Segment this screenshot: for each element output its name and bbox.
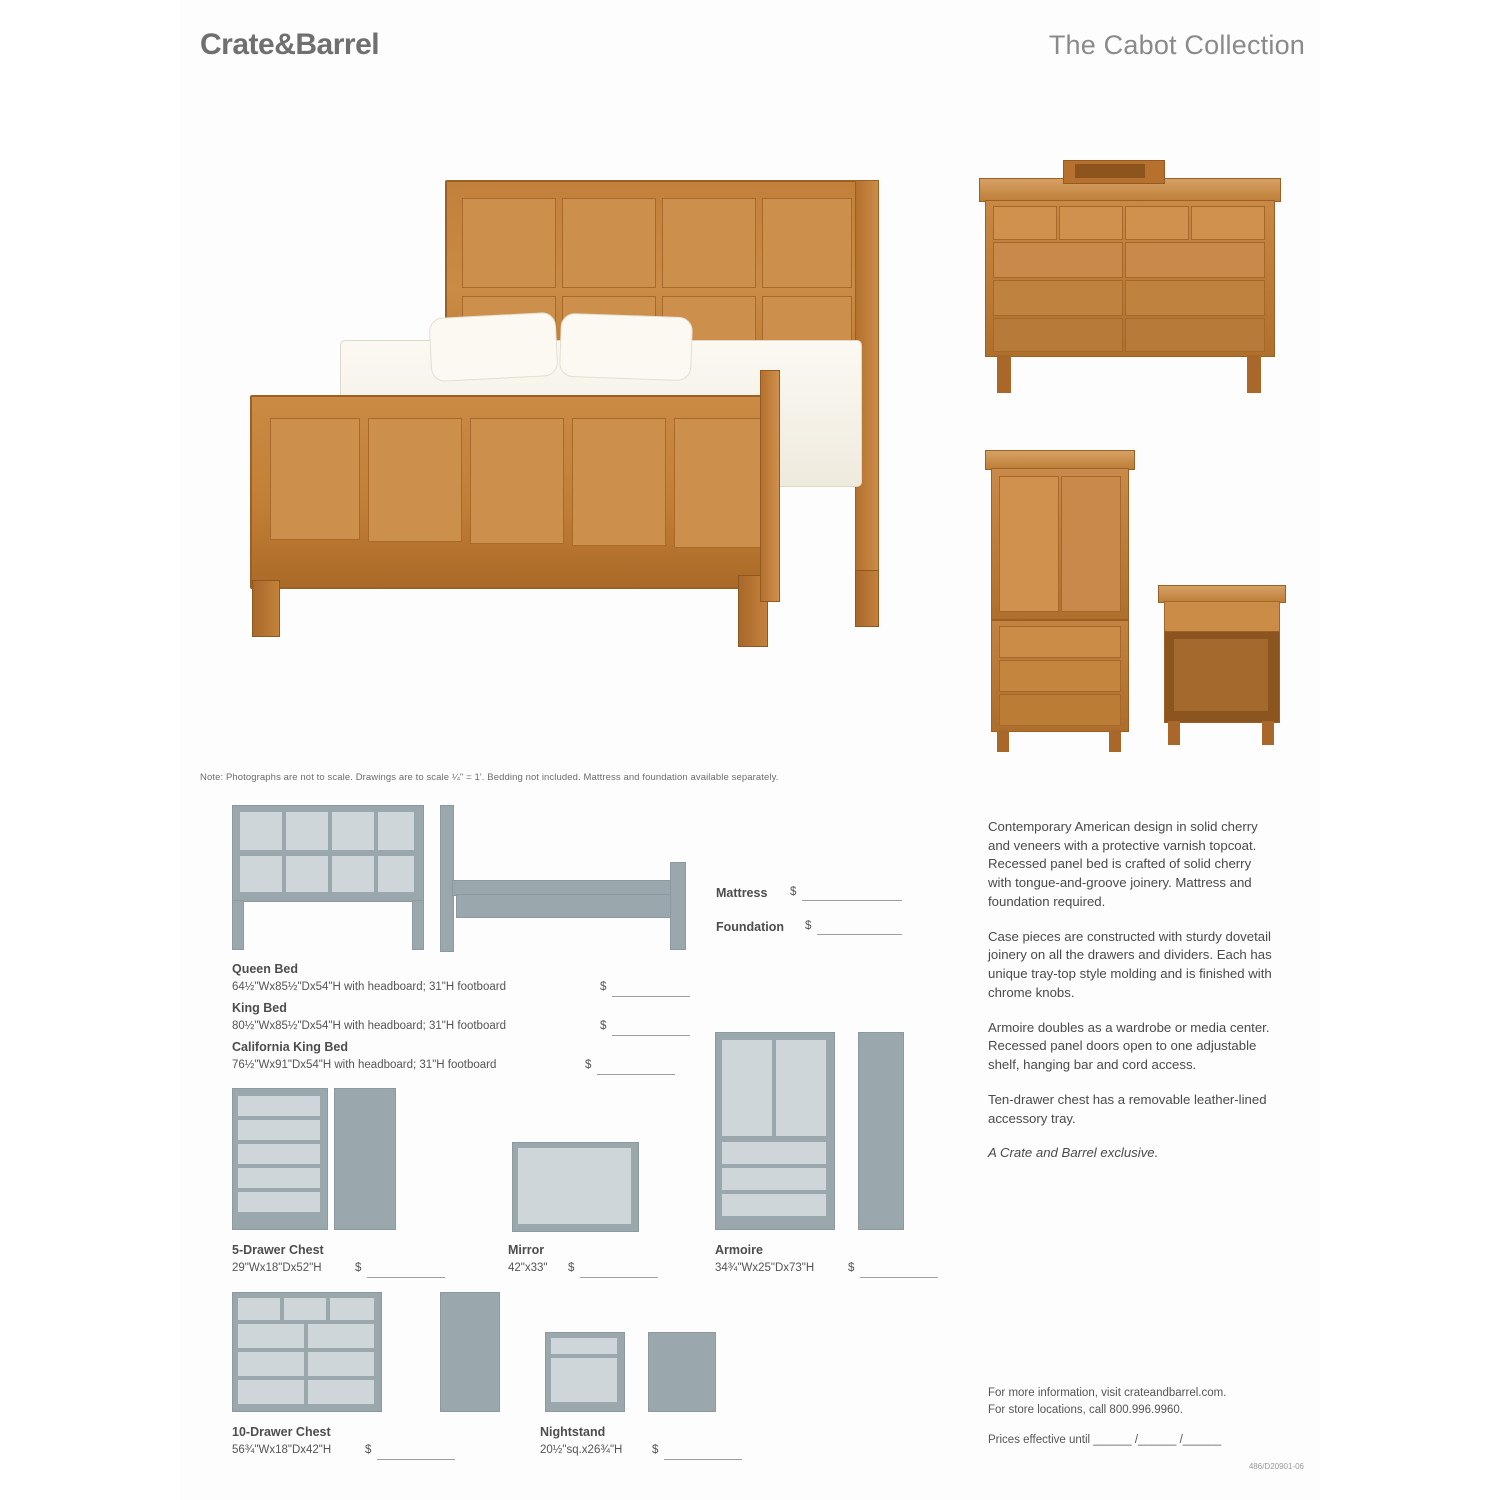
dresser-photo [975,150,1295,400]
description-paragraph-2: Case pieces are constructed with sturdy dovetail joinery on all the drawers and dividers. Each has unique tray-top style molding and is finished with chrome knobs. [988,928,1272,1000]
price-rule [367,1277,445,1278]
armoire-drawer [999,626,1121,658]
product-price-nightstand[interactable]: $ [652,1444,659,1456]
drawer [238,1380,304,1404]
product-spec-mirror: 42"x33" [508,1262,548,1274]
panel [378,856,414,892]
armoire-drawer [722,1194,826,1216]
product-name-mirror: Mirror [508,1243,545,1257]
dresser-leg [1247,355,1261,393]
product-spec-nightstand: 20½"sq.x26¾"H [540,1444,623,1456]
armoire-photo [985,450,1145,750]
footboard-panel [270,418,360,540]
product-name-5-drawer-chest: 5-Drawer Chest [232,1243,324,1257]
product-spec-5-drawer-chest: 29"Wx18"Dx52"H [232,1262,322,1274]
drawing-bed-side-head [440,805,454,952]
description-paragraph-1: Contemporary American design in solid cherry and veneers with a protective varnish topcoat. Recessed panel bed is crafted of solid cherry with tongue-and-groove joinery. Mattress and foundation required. [988,819,1258,909]
drawing-nightstand-side [648,1332,716,1412]
dresser-drawer [1191,206,1265,240]
foundation-price-rule [817,934,902,935]
description-block [988,818,1278,1179]
drawer [238,1096,320,1116]
price-rule [664,1459,742,1460]
drawer [238,1168,320,1188]
headboard-panel [462,198,556,288]
product-name-armoire: Armoire [715,1243,763,1257]
price-rule [612,996,690,997]
footboard-panel [674,418,762,548]
armoire-top [985,450,1135,470]
headboard-panel [762,198,852,288]
drawer [238,1120,320,1140]
scale-note: Note: Photographs are not to scale. Drawings are to scale ¼" = 1'. Bedding not included. Mattress and foundation available separately. [200,772,779,783]
product-name-cal-king-bed: California King Bed [232,1040,348,1054]
bed-photo [230,170,910,660]
product-spec-queen-bed: 64½"Wx85½"Dx54"H with headboard; 31"H footboard [232,981,506,993]
nightstand-shelf-inner [1174,639,1268,711]
drawing-bed-side-panel [456,894,678,918]
panel [332,812,374,850]
armoire-drawer [722,1168,826,1190]
headboard-panel [662,198,756,288]
product-price-cal-king-bed[interactable]: $ [585,1059,592,1071]
dresser-leg [997,355,1011,393]
pillow [559,313,693,382]
description-paragraph-4: Ten-drawer chest has a removable leather-lined accessory tray. [988,1091,1267,1126]
price-rule [377,1459,455,1460]
panel [240,812,282,850]
footboard-panel [572,418,666,546]
armoire-leg [997,730,1009,752]
price-rule [860,1277,938,1278]
drawer [308,1324,374,1348]
drawer [330,1298,374,1320]
product-price-king-bed[interactable]: $ [600,1020,607,1032]
product-spec-armoire: 34¾"Wx25"Dx73"H [715,1262,815,1274]
nightstand-leg [1262,721,1274,745]
bed-leg [855,570,879,627]
product-price-mirror[interactable]: $ [568,1262,575,1274]
drawer [238,1144,320,1164]
price-rule [580,1277,658,1278]
drawing-bed-side-foot [670,862,686,950]
product-price-10-drawer-chest[interactable]: $ [365,1444,372,1456]
panel [286,856,328,892]
footer-phone-line: For store locations, call 800.996.9960. [988,1404,1183,1417]
dresser-tray-inset [1075,164,1145,178]
product-name-king-bed: King Bed [232,1001,287,1015]
drawing-bed-post [412,900,424,950]
drawer [308,1352,374,1376]
product-spec-cal-king-bed: 76½"Wx91"Dx54"H with headboard; 31"H footboard [232,1059,497,1071]
drawer [238,1352,304,1376]
price-rule [597,1074,675,1075]
dresser-drawer [1125,242,1265,278]
product-name-nightstand: Nightstand [540,1425,606,1439]
drawer [238,1192,320,1212]
nightstand-photo [1158,585,1288,750]
armoire-door [722,1040,772,1136]
dresser-drawer [1059,206,1123,240]
armoire-leg [1109,730,1121,752]
drawer [238,1298,280,1320]
mattress-price[interactable]: $ [790,886,797,898]
dresser-drawer [993,242,1123,278]
drawer [284,1298,326,1320]
panel [332,856,374,892]
armoire-door-panel [999,476,1059,612]
catalog-code: 486/D20901-06 [1248,1462,1304,1471]
foundation-label: Foundation [716,920,785,934]
mattress-label: Mattress [716,886,768,900]
product-name-10-drawer-chest: 10-Drawer Chest [232,1425,331,1439]
nightstand-shelf [551,1358,617,1402]
dresser-drawer [993,318,1123,352]
product-spec-10-drawer-chest: 56¾"Wx18"Dx42"H [232,1444,332,1456]
dresser-drawer [1125,280,1265,316]
footer-website-line: For more information, visit crateandbarrel.com. [988,1387,1227,1399]
dresser-drawer [1125,206,1189,240]
drawing-armoire-side [858,1032,904,1230]
armoire-door [776,1040,826,1136]
mirror-inner [518,1148,631,1224]
armoire-door-panel [1061,476,1121,612]
product-name-queen-bed: Queen Bed [232,962,298,976]
product-price-armoire[interactable]: $ [848,1262,855,1274]
footboard-panel [470,418,564,544]
armoire-drawer [999,660,1121,692]
foundation-price[interactable]: $ [805,920,812,932]
panel [240,856,282,892]
panel [286,812,328,850]
mattress-price-rule [802,900,902,901]
product-price-queen-bed[interactable]: $ [600,981,607,993]
nightstand-drawer [1164,601,1280,633]
footer-info [988,1385,1288,1420]
armoire-drawer [722,1142,826,1164]
price-rule [612,1035,690,1036]
panel [378,812,414,850]
dresser-drawer [993,206,1057,240]
drawing-bed-post [232,900,244,950]
drawing-10-drawer-chest-side [440,1292,500,1412]
product-price-5-drawer-chest[interactable]: $ [355,1262,362,1274]
brand-logo: Crate&Barrel [200,28,380,61]
nightstand-drawer [551,1338,617,1354]
pillow [428,312,558,383]
page-title: The Cabot Collection [1048,30,1305,60]
prices-effective-line: Prices effective until ______ /______ /______ [988,1434,1222,1446]
drawer [308,1380,374,1404]
armoire-drawer [999,694,1121,726]
dresser-drawer [1125,318,1265,352]
description-exclusive-note: A Crate and Barrel exclusive. [988,1145,1159,1161]
description-paragraph-3: Armoire doubles as a wardrobe or media center. Recessed panel doors open to one adjustable shelf, hanging bar and cord access. [988,1019,1270,1073]
drawing-5-drawer-chest-side [334,1088,396,1230]
footboard-panel [368,418,462,542]
nightstand-leg [1168,721,1180,745]
bed-rail [760,370,780,602]
dresser-drawer [993,280,1123,316]
headboard-panel [562,198,656,288]
drawer [238,1324,304,1348]
bed-leg [252,580,280,637]
product-spec-king-bed: 80½"Wx85½"Dx54"H with headboard; 31"H footboard [232,1020,506,1032]
